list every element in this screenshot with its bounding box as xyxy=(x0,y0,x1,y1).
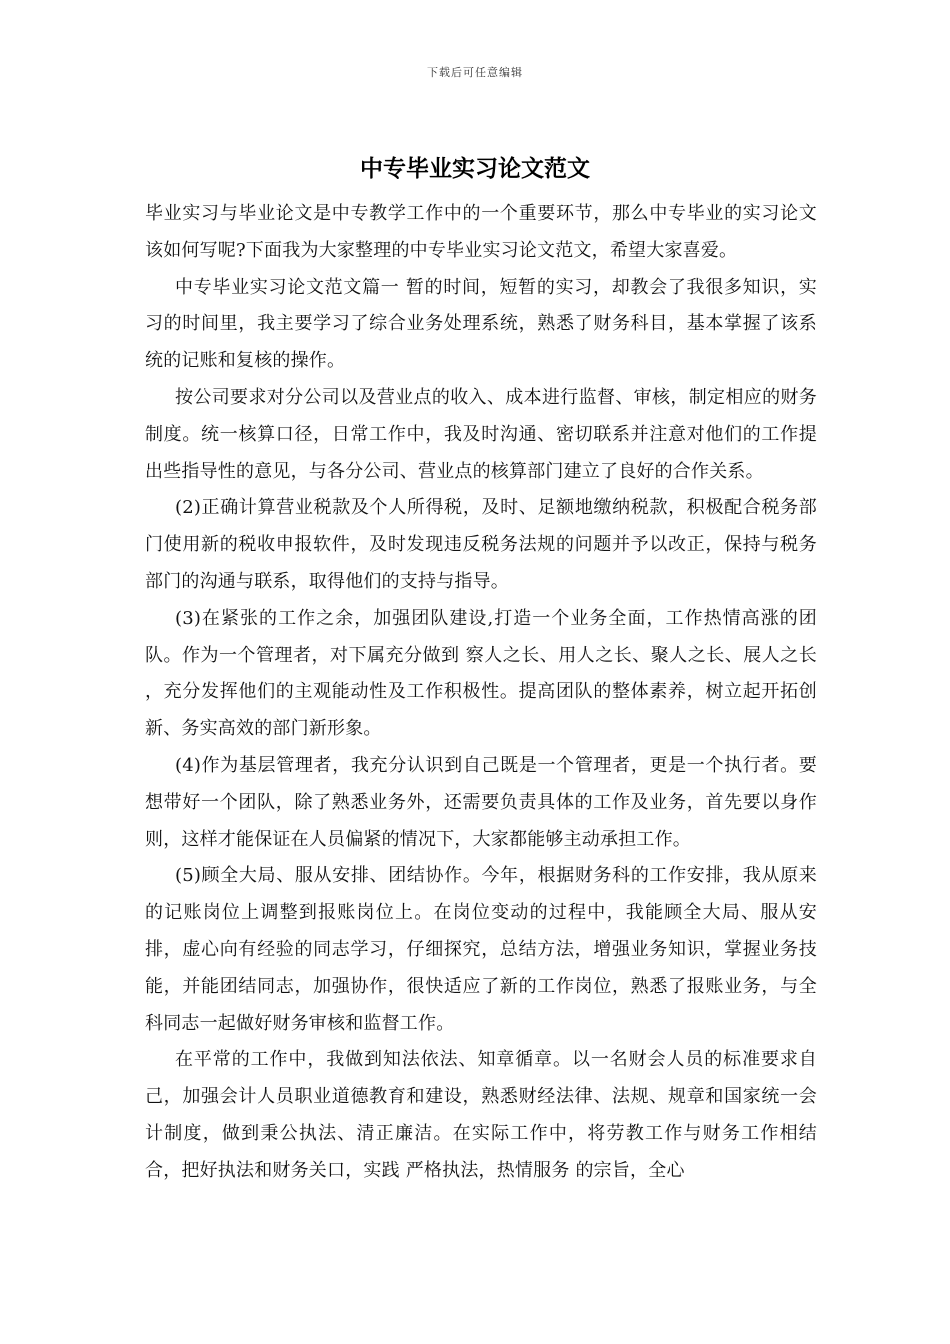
paragraph: 在平常的工作中，我做到知法依法、知章循章。以一名财会人员的标准要求自己，加强会计人员职业道德教育和建设，熟悉财经法律、法规、规章和国家统一会计制度，做到秉公执法、清正廉洁。在实际工作中，将劳教工作与财务工作相结合，把好执法和财务关口，实践 严格执法，热情服务 的宗旨，全心 xyxy=(145,1049,817,1181)
paragraph: (3)在紧张的工作之余，加强团队建设,打造一个业务全面，工作热情高涨的团队。作为一个管理者，对下属充分做到 察人之长、用人之长、聚人之长、展人之长 ，充分发挥他们的主观能动性及工作积极性。提高团队的整体素养，树立起开拓创新、务实高效的部门新形象。 xyxy=(145,607,817,740)
paragraph-intro: 毕业实习与毕业论文是中专教学工作中的一个重要环节，那么中专毕业的实习论文该如何写呢?下面我为大家整理的中专毕业实习论文范文，希望大家喜爱。 xyxy=(145,203,817,261)
document-body xyxy=(145,196,817,1190)
paragraph: 按公司要求对分公司以及营业点的收入、成本进行监督、审核，制定相应的财务制度。统一核算口径，日常工作中，我及时沟通、密切联系并注意对他们的工作提出些指导性的意见，与各分公司、营业点的核算部门建立了良好的合作关系。 xyxy=(145,386,817,482)
document-title: 中专毕业实习论文范文 xyxy=(360,155,590,182)
paragraph: (4)作为基层管理者，我充分认识到自己既是一个管理者，更是一个执行者。要想带好一个团队，除了熟悉业务外，还需要负责具体的工作及业务，首先要以身作则，这样才能保证在人员偏紧的情况下，大家都能够主动承担工作。 xyxy=(145,754,817,850)
paragraph: 中专毕业实习论文范文篇一 暂的时间，短暂的实习，却教会了我很多知识，实习的时间里，我主要学习了综合业务处理系统，熟悉了财务科目，基本掌握了该系统的记账和复核的操作。 xyxy=(145,276,817,372)
paragraph: (5)顾全大局、服从安排、团结协作。今年，根据财务科的工作安排，我从原来的记账岗位上调整到报账岗位上。在岗位变动的过程中，我能顾全大局、服从安排，虚心向有经验的同志学习，仔细探究，总结方法，增强业务知识，掌握业务技能，并能团结同志，加强协作，很快适应了新的工作岗位，熟悉了报账业务，与全科同志一起做好财务审核和监督工作。 xyxy=(145,865,817,1034)
header-note: 下载后可任意编辑 xyxy=(427,66,523,79)
paragraph: (2)正确计算营业税款及个人所得税，及时、足额地缴纳税款，积极配合税务部门使用新的税收申报软件，及时发现违反税务法规的问题并予以改正，保持与税务部门的沟通与联系，取得他们的支持与指导。 xyxy=(145,497,817,592)
